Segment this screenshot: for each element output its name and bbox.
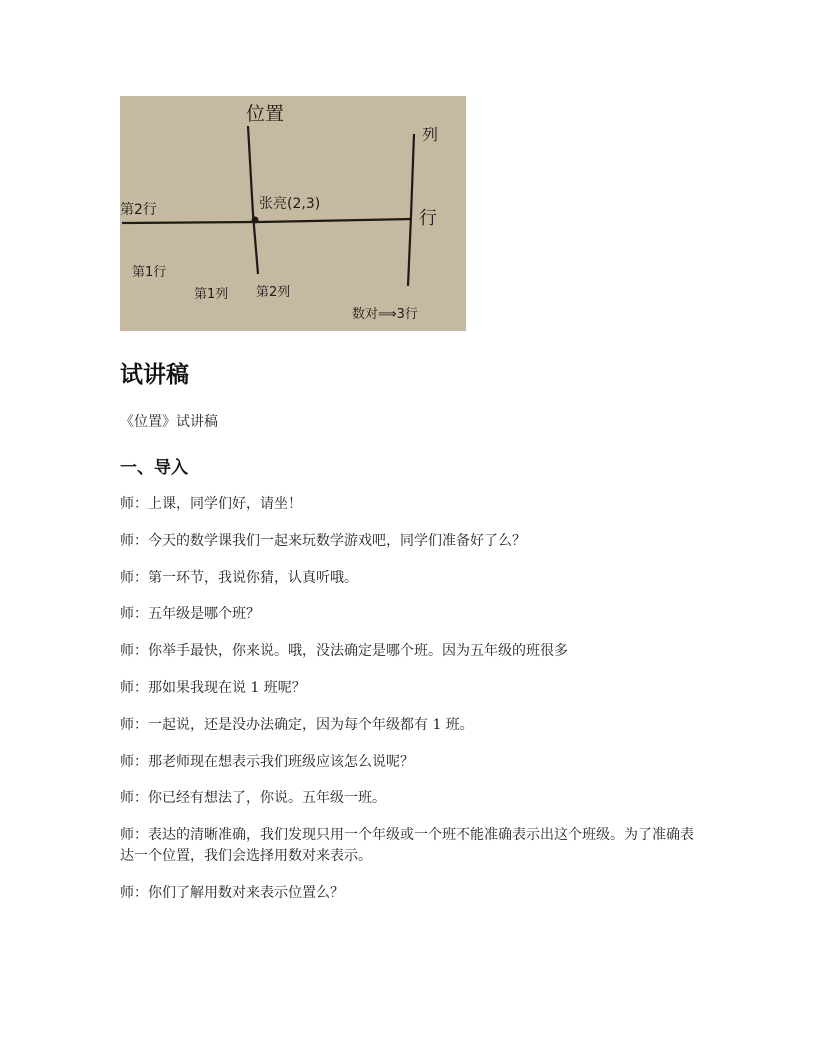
label-position: 位置 <box>246 103 285 125</box>
dialogue-line: 师：一起说，还是没办法确定，因为每个年级都有 1 班。 <box>120 716 474 733</box>
label-point: 张亮(2,3) <box>259 196 321 212</box>
label-column-right: 列 <box>422 125 439 144</box>
dialogue-line: 师：第一环节，我说你猜，认真听哦。 <box>120 569 358 586</box>
dialogue-lines <box>120 494 700 920</box>
dialogue-line: 师：那老师现在想表示我们班级应该怎么说呢？ <box>120 753 414 770</box>
section-heading-intro: 一、导入 <box>120 458 188 478</box>
dialogue-line: 师：你举手最快，你来说。哦，没法确定是哪个班。因为五年级的班很多 <box>120 643 568 660</box>
label-pair-note: 数对⟹3行 <box>352 307 418 322</box>
photo-background <box>120 96 466 331</box>
label-col-2: 第2列 <box>256 285 291 300</box>
dialogue-line: 师：你已经有想法了，你说。五年级一班。 <box>120 790 386 807</box>
handwritten-diagram-photo <box>120 96 466 331</box>
dialogue-line: 师：今天的数学课我们一起来玩数学游戏吧，同学们准备好了么？ <box>120 532 526 549</box>
dialogue-line: 师：那如果我现在说 1 班呢？ <box>120 679 306 696</box>
coordinate-sketch <box>120 96 466 331</box>
dialogue-line: 师：表达的清晰准确，我们发现只用一个年级或一个班不能准确表示出这个班级。为了准确表达一个位置，我们会选择用数对来表示。 <box>120 827 694 865</box>
label-row-1: 第1行 <box>132 265 167 280</box>
label-col-1: 第1列 <box>194 287 229 302</box>
dialogue-line: 师：你们了解用数对来表示位置么？ <box>120 884 344 901</box>
intersection-point <box>252 217 259 224</box>
dialogue-line: 师：五年级是哪个班？ <box>120 606 260 623</box>
document-title: 试讲稿 <box>120 361 189 388</box>
label-row-right: 行 <box>419 208 437 229</box>
label-row-2: 第2行 <box>120 202 157 218</box>
dialogue-line: 师：上课，同学们好，请坐！ <box>120 496 302 512</box>
document-subtitle: 《位置》试讲稿 <box>120 414 218 430</box>
